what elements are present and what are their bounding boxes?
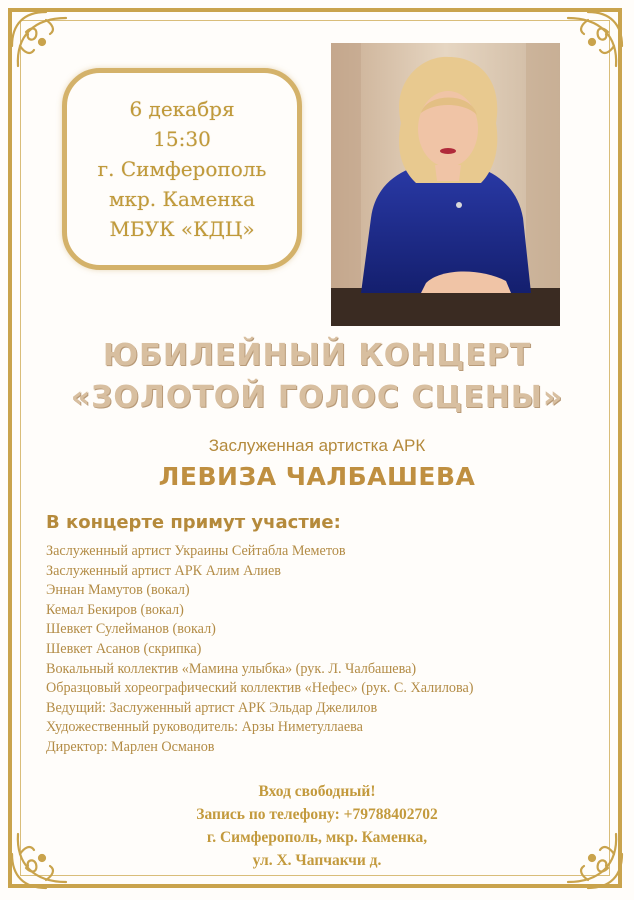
corner-ornament-icon — [554, 6, 628, 80]
address-line1: г. Симферополь, мкр. Каменка, — [206, 829, 428, 846]
list-item: Заслуженный артист АРК Алим Алиев — [46, 562, 282, 579]
artist-photo — [331, 43, 560, 326]
list-item: Заслуженный артист Украины Сейтабла Меметов — [46, 543, 346, 559]
concert-title-line1: ЮБИЛЕЙНЫЙ КОНЦЕРТ — [102, 338, 532, 373]
footer-info — [0, 780, 634, 872]
list-item: Художественный руководитель: Арзы Ниметуллаева — [46, 719, 363, 736]
list-item: Шевкет Асанов (скрипка) — [46, 640, 202, 657]
event-city: г. Симферополь — [97, 157, 267, 181]
participants-list — [46, 542, 474, 758]
event-date: 6 декабря — [129, 97, 235, 121]
list-item: Эннан Мамутов (вокал) — [46, 582, 190, 599]
list-item: Кемал Бекиров (вокал) — [46, 601, 184, 618]
list-item: Шевкет Сулейманов (вокал) — [46, 621, 216, 638]
artist-name: ЛЕВИЗА ЧАЛБАШЕВА — [158, 462, 476, 491]
list-item: Ведущий: Заслуженный артист АРК Эльдар Джелилов — [46, 699, 378, 716]
list-item: Директор: Марлен Османов — [46, 738, 215, 755]
list-item: Вокальный коллектив «Мамина улыбка» (рук. Л. Чалбашева) — [46, 660, 417, 677]
address-line2: ул. Х. Чапчакчи д. — [252, 852, 382, 869]
phone-registration-text: Запись по телефону: +79788402702 — [196, 806, 438, 823]
corner-ornament-icon — [6, 6, 80, 80]
list-item: Образцовый хореографический коллектив «Нефес» (рук. С. Халилова) — [46, 680, 474, 697]
event-info-box — [62, 68, 302, 270]
event-venue: МБУК «КДЦ» — [109, 217, 255, 241]
event-time: 15:30 — [153, 127, 211, 151]
event-district: мкр. Каменка — [108, 187, 256, 211]
concert-title-line2: «ЗОЛОТОЙ ГОЛОС СЦЕНЫ» — [70, 380, 564, 415]
artist-honorific: Заслуженная артистка АРК — [208, 436, 426, 455]
free-entry-text: Вход свободный! — [258, 783, 376, 800]
participants-heading: В концерте примут участие: — [46, 512, 341, 533]
